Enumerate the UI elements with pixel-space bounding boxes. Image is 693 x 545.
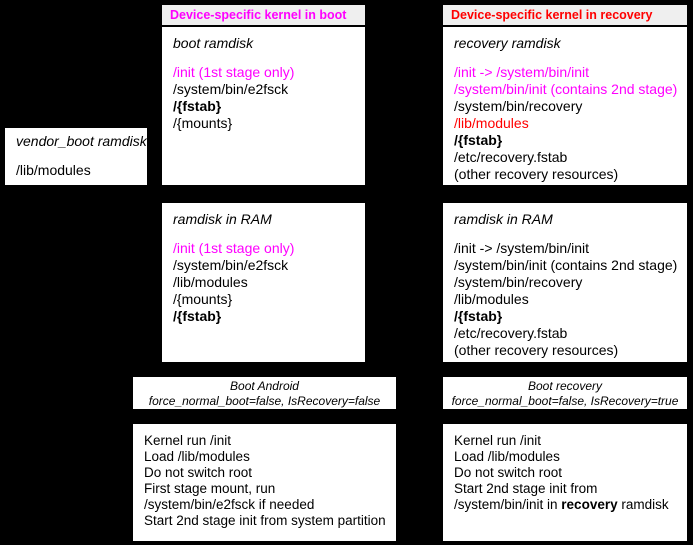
text-span: recovery (561, 497, 618, 512)
text-span: /lib/modules (16, 162, 91, 178)
text-span: Load /lib/modules (454, 449, 560, 464)
label-line: Boot recovery (527, 379, 603, 393)
text-line (454, 149, 683, 166)
box-lines (144, 433, 392, 529)
text-line (173, 240, 361, 257)
text-line (173, 257, 361, 274)
text-line (454, 497, 683, 513)
label-line: force_normal_boot=false, IsRecovery=true (451, 394, 679, 408)
boot-kernel-steps-box (133, 424, 396, 541)
text-line (454, 132, 683, 149)
box-title: ramdisk in RAM (173, 211, 272, 227)
text-span: Kernel run /init (454, 433, 542, 448)
text-line (454, 240, 683, 257)
text-line (454, 257, 683, 274)
box-lines (454, 240, 683, 359)
text-span: Do not switch root (144, 465, 253, 480)
text-line (173, 274, 361, 291)
text-span: /{fstab} (173, 98, 222, 114)
box-lines (454, 64, 683, 183)
text-span: /system/bin/init (contains 2nd stage) (454, 257, 678, 273)
text-line (173, 98, 361, 115)
text-span: /init -> /system/bin/init (454, 240, 589, 256)
text-line (144, 449, 392, 465)
text-line (144, 513, 392, 529)
text-line (454, 98, 683, 115)
text-span: /{mounts} (173, 115, 233, 131)
box-lines (173, 240, 361, 325)
text-span: /{mounts} (173, 291, 233, 307)
text-span: /lib/modules (173, 274, 248, 290)
recovery-kernel-steps-box (443, 424, 687, 541)
label-line: Boot Android (230, 379, 299, 393)
column-header-kernel-in-recovery: Device-specific kernel in recovery (443, 5, 687, 25)
column-header-kernel-in-boot: Device-specific kernel in boot (162, 5, 365, 25)
text-span: Start 2nd stage init from (454, 481, 598, 496)
text-span: /system/bin/recovery (454, 274, 583, 290)
text-line (454, 308, 683, 325)
boot-ramdisk-in-ram-box (162, 203, 365, 362)
text-line (454, 465, 683, 481)
boot-ramdisk-box (162, 27, 365, 185)
text-line (16, 162, 143, 179)
text-line (173, 308, 361, 325)
text-line (454, 64, 683, 81)
text-span: /init (1st stage only) (173, 240, 295, 256)
text-span: /lib/modules (454, 291, 529, 307)
text-line (144, 433, 392, 449)
text-line (173, 64, 361, 81)
text-line (454, 433, 683, 449)
box-lines (173, 64, 361, 132)
text-span: /{fstab} (173, 308, 222, 324)
text-span: /system/bin/recovery (454, 98, 583, 114)
recovery-ramdisk-box (443, 27, 687, 185)
text-line (454, 342, 683, 359)
text-span: /{fstab} (454, 308, 503, 324)
text-span: /{fstab} (454, 132, 503, 148)
text-line (173, 115, 361, 132)
text-line (144, 497, 392, 513)
text-line (454, 291, 683, 308)
label-line: force_normal_boot=false, IsRecovery=false (148, 394, 381, 408)
text-span: /system/bin/e2fsck (173, 81, 289, 97)
text-line (454, 325, 683, 342)
text-line (144, 465, 392, 481)
recovery-ramdisk-in-ram-box (443, 203, 687, 362)
text-span: (other recovery resources) (454, 166, 619, 182)
box-title: boot ramdisk (173, 35, 254, 51)
text-line (173, 291, 361, 308)
text-line (454, 166, 683, 183)
box-title: vendor_boot ramdisk (16, 133, 147, 149)
text-line (454, 274, 683, 291)
text-line (454, 449, 683, 465)
box-title: ramdisk in RAM (454, 211, 553, 227)
text-span: Kernel run /init (144, 433, 232, 448)
text-line (454, 115, 683, 132)
text-span: /init (1st stage only) (173, 64, 295, 80)
text-line (454, 81, 683, 98)
box-lines (454, 433, 683, 513)
vendor-boot-ramdisk-box (5, 128, 147, 185)
text-span: /system/bin/e2fsck (173, 257, 289, 273)
text-span: /etc/recovery.fstab (454, 325, 568, 341)
text-span: (other recovery resources) (454, 342, 619, 358)
text-line (144, 481, 392, 497)
box-title: recovery ramdisk (454, 35, 561, 51)
text-span: /init -> /system/bin/init (454, 64, 589, 80)
text-span: Load /lib/modules (144, 449, 250, 464)
text-span: /system/bin/init in (454, 497, 562, 512)
text-span: /system/bin/e2fsck if needed (144, 497, 315, 512)
text-span: ramdisk (617, 497, 669, 512)
text-span: Do not switch root (454, 465, 563, 480)
text-span: /system/bin/init (contains 2nd stage) (454, 81, 678, 97)
box-lines (16, 162, 143, 179)
text-span: /lib/modules (454, 115, 529, 131)
boot-android-label-box (133, 377, 396, 409)
text-span: First stage mount, run (144, 481, 276, 496)
text-line (173, 81, 361, 98)
text-span: Start 2nd stage init from system partition (144, 513, 386, 528)
text-line (454, 481, 683, 497)
text-span: /etc/recovery.fstab (454, 149, 568, 165)
boot-recovery-label-box (443, 377, 687, 409)
